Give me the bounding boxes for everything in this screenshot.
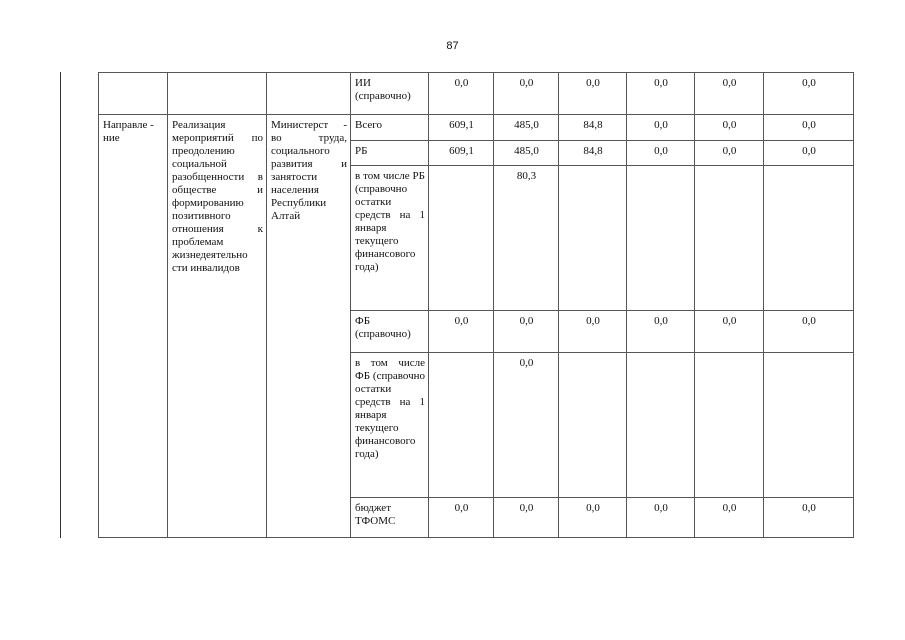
cell-empty — [99, 73, 168, 115]
left-margin-line — [60, 72, 61, 538]
value-cell — [627, 166, 695, 311]
direction-cell: Направле - ние — [99, 115, 168, 538]
value-cell: 0,0 — [764, 141, 854, 166]
table-row — [99, 73, 854, 115]
value-cell — [627, 353, 695, 498]
value-cell: 0,0 — [627, 73, 695, 115]
value-cell: 0,0 — [627, 311, 695, 353]
source-cell: в том числе РБ (справочно остатки средств на 1 января текущего финансового года) — [351, 166, 429, 311]
value-cell — [429, 353, 494, 498]
value-cell: 0,0 — [494, 311, 559, 353]
cell-empty — [267, 73, 351, 115]
value-cell: 0,0 — [695, 498, 764, 538]
value-cell: 0,0 — [695, 141, 764, 166]
value-cell: 609,1 — [429, 141, 494, 166]
value-cell: 0,0 — [627, 115, 695, 141]
source-cell: в том числе ФБ (справочно остатки средств на 1 января текущего финансового года) — [351, 353, 429, 498]
source-cell: РБ — [351, 141, 429, 166]
table-row — [99, 115, 854, 141]
value-cell: 0,0 — [695, 311, 764, 353]
value-cell: 0,0 — [429, 498, 494, 538]
value-cell: 485,0 — [494, 115, 559, 141]
value-cell: 0,0 — [559, 498, 627, 538]
executor-cell: Министерст - во труда, социального развития и занятости населения Республики Алтай — [267, 115, 351, 538]
value-cell — [764, 353, 854, 498]
value-cell: 0,0 — [764, 73, 854, 115]
value-cell: 609,1 — [429, 115, 494, 141]
value-cell: 0,0 — [695, 115, 764, 141]
value-cell — [559, 166, 627, 311]
value-cell: 0,0 — [429, 311, 494, 353]
source-cell: ИИ (справочно) — [351, 73, 429, 115]
activity-cell: Реализация мероприятий по преодолению социальной разобщенности в обществе и формированию позитивного отношения к проблемам жизнедеятельно сти инвалидов — [168, 115, 267, 538]
value-cell: 0,0 — [627, 141, 695, 166]
value-cell: 84,8 — [559, 141, 627, 166]
source-cell: ФБ (справочно) — [351, 311, 429, 353]
value-cell: 0,0 — [494, 353, 559, 498]
value-cell — [429, 166, 494, 311]
cell-empty — [168, 73, 267, 115]
source-cell: бюджет ТФОМС — [351, 498, 429, 538]
value-cell — [559, 353, 627, 498]
value-cell: 0,0 — [627, 498, 695, 538]
value-cell — [695, 353, 764, 498]
value-cell: 0,0 — [695, 73, 764, 115]
value-cell: 84,8 — [559, 115, 627, 141]
value-cell: 0,0 — [764, 311, 854, 353]
value-cell: 0,0 — [494, 498, 559, 538]
value-cell: 80,3 — [494, 166, 559, 311]
value-cell — [695, 166, 764, 311]
table-body — [99, 73, 854, 538]
value-cell: 0,0 — [429, 73, 494, 115]
value-cell: 0,0 — [764, 115, 854, 141]
value-cell: 0,0 — [559, 311, 627, 353]
value-cell: 0,0 — [494, 73, 559, 115]
source-cell: Всего — [351, 115, 429, 141]
value-cell — [764, 166, 854, 311]
budget-table — [98, 72, 854, 538]
page-number: 87 — [446, 40, 459, 52]
value-cell: 485,0 — [494, 141, 559, 166]
value-cell: 0,0 — [764, 498, 854, 538]
value-cell: 0,0 — [559, 73, 627, 115]
